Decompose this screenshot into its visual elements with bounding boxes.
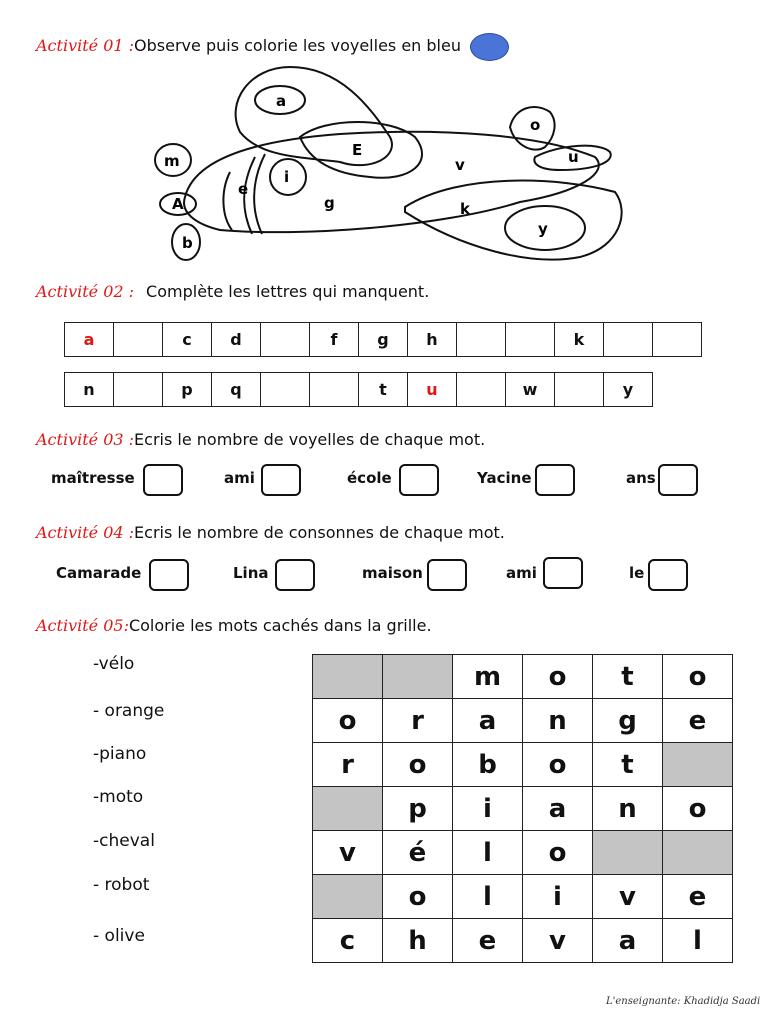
letter-cell-empty[interactable] — [604, 323, 653, 357]
vowel-count-box[interactable] — [399, 464, 439, 496]
activity-2-label: Activité 02 : — [36, 282, 135, 301]
plane-letter: m — [164, 152, 180, 170]
letter-cell: t — [359, 373, 408, 407]
alphabet-row-2 — [64, 372, 653, 407]
grid-cell[interactable]: r — [313, 743, 383, 787]
activity-3-label: Activité 03 : — [36, 430, 135, 449]
letter-cell: y — [604, 373, 653, 407]
grid-cell[interactable]: l — [663, 919, 733, 963]
grid-cell[interactable]: t — [593, 655, 663, 699]
letter-cell-empty[interactable] — [457, 373, 506, 407]
grid-cell[interactable]: m — [453, 655, 523, 699]
grid-cell[interactable]: o — [663, 655, 733, 699]
letter-cell-empty[interactable] — [114, 323, 163, 357]
grid-cell[interactable]: l — [453, 831, 523, 875]
activity-3-heading — [36, 430, 485, 449]
letter-cell: a — [65, 323, 114, 357]
grid-cell[interactable]: v — [523, 919, 593, 963]
activity-4-label: Activité 04 : — [36, 523, 135, 542]
vowel-word: école — [347, 469, 392, 487]
grid-cell-shaded — [313, 655, 383, 699]
activity-4-heading — [36, 523, 505, 542]
activity-2-instruction: Complète les lettres qui manquent. — [146, 282, 430, 301]
consonant-count-box[interactable] — [149, 559, 189, 591]
grid-cell[interactable]: i — [523, 875, 593, 919]
grid-cell[interactable]: r — [383, 699, 453, 743]
plane-letter: a — [276, 92, 287, 110]
letter-cell-empty[interactable] — [261, 323, 310, 357]
grid-cell[interactable]: a — [453, 699, 523, 743]
vowel-word: ami — [224, 469, 255, 487]
letter-cell-empty[interactable] — [653, 323, 702, 357]
letter-cell: n — [65, 373, 114, 407]
grid-cell[interactable]: a — [523, 787, 593, 831]
letter-cell-empty[interactable] — [457, 323, 506, 357]
grid-cell[interactable]: e — [663, 875, 733, 919]
vowel-word: Yacine — [477, 469, 532, 487]
activity-5-instruction: Colorie les mots cachés dans la grille. — [128, 616, 432, 635]
grid-cell[interactable]: h — [383, 919, 453, 963]
plane-letter: b — [182, 234, 193, 252]
plane-letter: E — [352, 141, 363, 159]
grid-cell[interactable]: é — [383, 831, 453, 875]
letter-cell: f — [310, 323, 359, 357]
grid-cell[interactable]: o — [383, 743, 453, 787]
grid-cell[interactable]: i — [453, 787, 523, 831]
hidden-word: - olive — [93, 926, 145, 946]
vowel-count-box[interactable] — [143, 464, 183, 496]
vowel-word: ans — [626, 469, 656, 487]
activity-4-instruction: Ecris le nombre de consonnes de chaque mot. — [134, 523, 505, 542]
grid-cell[interactable]: o — [383, 875, 453, 919]
grid-cell-shaded — [313, 787, 383, 831]
plane-letter: g — [324, 194, 335, 212]
grid-cell-shaded — [663, 743, 733, 787]
grid-cell[interactable]: n — [593, 787, 663, 831]
word-search-grid — [312, 654, 733, 963]
grid-cell[interactable]: v — [313, 831, 383, 875]
grid-cell-shaded — [593, 831, 663, 875]
grid-cell-shaded — [313, 875, 383, 919]
hidden-word: - robot — [93, 875, 150, 895]
activity-5-label: Activité 05: — [36, 616, 129, 635]
grid-cell[interactable]: c — [313, 919, 383, 963]
grid-cell[interactable]: g — [593, 699, 663, 743]
consonant-word: Lina — [233, 564, 269, 582]
activity-1-label: Activité 01 : — [36, 36, 135, 55]
activity-1-instruction: Observe puis colorie les voyelles en bleu — [134, 36, 461, 55]
grid-cell[interactable]: n — [523, 699, 593, 743]
grid-cell-shaded — [383, 655, 453, 699]
letter-cell-empty[interactable] — [506, 323, 555, 357]
grid-cell[interactable]: o — [663, 787, 733, 831]
letter-cell-empty[interactable] — [310, 373, 359, 407]
grid-cell[interactable]: a — [593, 919, 663, 963]
letter-cell: w — [506, 373, 555, 407]
plane-letter: A — [172, 195, 184, 213]
plane-letter: e — [238, 180, 249, 198]
vowel-count-box[interactable] — [535, 464, 575, 496]
activity-1-heading — [36, 36, 461, 55]
hidden-word: -piano — [93, 744, 147, 764]
hidden-word: - orange — [93, 701, 165, 721]
plane-letter: o — [530, 116, 541, 134]
letter-cell: g — [359, 323, 408, 357]
hidden-word: -moto — [93, 787, 144, 807]
blue-color-swatch — [470, 33, 509, 61]
consonant-word: Camarade — [56, 564, 142, 582]
grid-cell[interactable]: b — [453, 743, 523, 787]
consonant-word: le — [629, 564, 645, 582]
grid-cell[interactable]: o — [523, 743, 593, 787]
grid-cell[interactable]: o — [313, 699, 383, 743]
grid-cell[interactable]: e — [663, 699, 733, 743]
plane-nose-stripe — [254, 154, 265, 234]
letter-cell: q — [212, 373, 261, 407]
grid-cell[interactable]: p — [383, 787, 453, 831]
letter-cell-empty[interactable] — [555, 373, 604, 407]
grid-cell[interactable]: o — [523, 655, 593, 699]
grid-cell[interactable]: v — [593, 875, 663, 919]
letter-cell: u — [408, 373, 457, 407]
consonant-word: maison — [362, 564, 423, 582]
vowel-word: maîtresse — [51, 469, 135, 487]
activity-2-heading — [36, 282, 429, 301]
hidden-word: -cheval — [93, 831, 155, 851]
grid-cell[interactable]: l — [453, 875, 523, 919]
activity-5-heading — [36, 616, 432, 635]
letter-cell: d — [212, 323, 261, 357]
letter-cell: p — [163, 373, 212, 407]
plane-letter: i — [284, 168, 290, 186]
consonant-count-box[interactable] — [648, 559, 688, 591]
consonant-count-box[interactable] — [275, 559, 315, 591]
letter-cell: k — [555, 323, 604, 357]
letter-cell-empty[interactable] — [114, 373, 163, 407]
alphabet-row-1 — [64, 322, 702, 357]
letter-cell: c — [163, 323, 212, 357]
teacher-signature: L'enseignante: Khadidja Saadi — [606, 996, 761, 1007]
plane-letter: k — [460, 200, 470, 218]
consonant-count-box[interactable] — [543, 557, 583, 589]
activity-3-instruction: Ecris le nombre de voyelles de chaque mot. — [134, 430, 486, 449]
grid-cell[interactable]: t — [593, 743, 663, 787]
grid-cell[interactable]: o — [523, 831, 593, 875]
letter-cell: h — [408, 323, 457, 357]
plane-letter: v — [455, 156, 465, 174]
consonant-word: ami — [506, 564, 537, 582]
plane-nose-stripe — [223, 172, 232, 230]
plane-top-wing — [236, 67, 392, 165]
grid-cell[interactable]: e — [453, 919, 523, 963]
airplane-drawing — [140, 62, 630, 272]
vowel-count-box[interactable] — [658, 464, 698, 496]
grid-cell-shaded — [663, 831, 733, 875]
vowel-count-box[interactable] — [261, 464, 301, 496]
plane-letter: y — [538, 220, 548, 238]
consonant-count-box[interactable] — [427, 559, 467, 591]
hidden-word: -vélo — [93, 654, 135, 674]
letter-cell-empty[interactable] — [261, 373, 310, 407]
plane-letter: u — [568, 148, 579, 166]
